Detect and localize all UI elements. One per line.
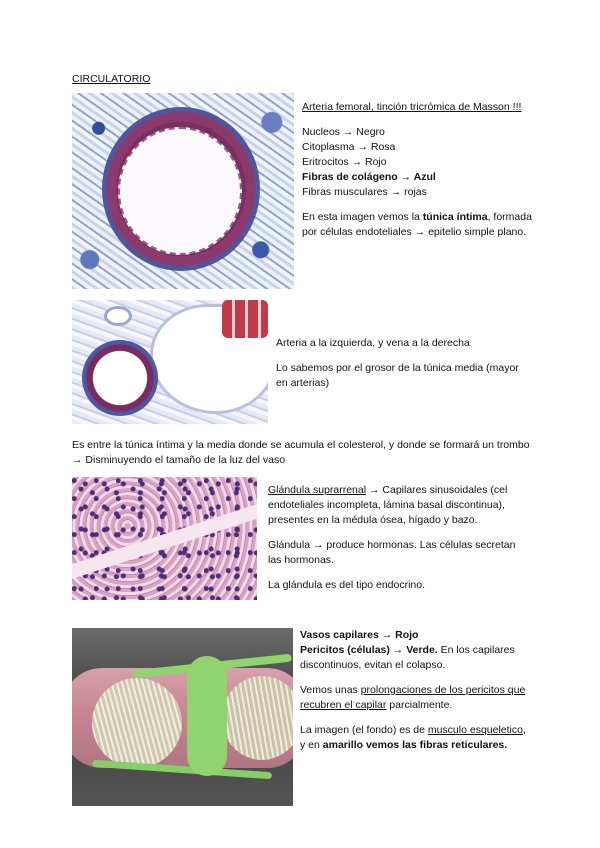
paragraph: La glándula es del tipo endocrino.	[268, 579, 426, 591]
paragraph: La imagen (el fondo) es de musculo esqueletico, y en amarillo vemos las fibras reticulares.	[300, 724, 526, 751]
paragraph: Pericitos (células) → Verde. En los capilares discontinuos, evitan el colapso.	[300, 644, 515, 671]
page-heading: CIRCULATORIO	[72, 73, 151, 85]
paragraph: En esta imagen vemos la túnica íntima, formada por células endoteliales → epitelio simple plano.	[302, 211, 532, 238]
paragraph: Vasos capilares → Rojo	[300, 629, 419, 641]
paragraph: Glándula suprarrenal → Capilares sinusoidales (cel endoteliales incompleta, lámina basal discontinua), presentes en la médula ósea, hígado y bazo.	[268, 484, 508, 526]
legend-item: Nucleos → Negro	[302, 126, 385, 138]
adrenal-gland-micrograph	[72, 477, 257, 600]
capillary-sem-image	[72, 628, 293, 806]
artery-trichrome-micrograph	[72, 93, 294, 289]
section-title: Arteria femoral, tinción tricrómica de Masson !!!	[302, 101, 522, 113]
paragraph: Vemos unas prolongaciones de los pericitos que recubren el capilar parcialmente.	[300, 684, 526, 711]
paragraph: Glándula → produce hormonas. Las células secretan las hormonas.	[268, 539, 516, 566]
cholesterol-paragraph: Es entre la túnica íntima y la media donde se acumula el colesterol, y donde se formará un trombo → Disminuyendo el tamaño de la luz del vaso	[72, 439, 530, 466]
legend-item-bold: Fibras de colágeno → Azul	[302, 171, 436, 183]
paragraph: Lo sabemos por el grosor de la túnica media (mayor en arterias)	[276, 362, 519, 389]
section-artery-vein-text	[276, 336, 526, 391]
legend-item: Eritrocitos → Rojo	[302, 156, 387, 168]
section-capillary-text	[300, 628, 530, 753]
section-adrenal-text	[268, 483, 530, 593]
paragraph: Arteria a la izquierda, y vena a la derecha	[276, 337, 470, 349]
legend-item: Citoplasma → Rosa	[302, 141, 396, 153]
artery-vein-micrograph	[72, 300, 268, 424]
legend-item: Fibras musculares → rojas	[302, 186, 427, 198]
section-artery-text	[302, 100, 532, 240]
